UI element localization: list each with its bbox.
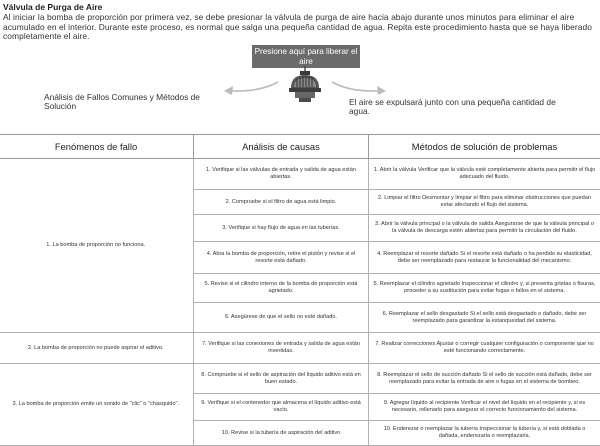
air-expelled-note: El aire se expulsará junto con una pequeña cantidad de agua. [349, 98, 569, 117]
solution-cell: 3. Abrir la válvula principal o la válvula de salida Asegurarse de que la válvula principal o la válvula de descarga estén abiertas para permitir la circulación del fluido. [369, 215, 600, 242]
fault-analysis-heading: Análisis de Fallos Comunes y Métodos de Solución [44, 93, 214, 112]
press-here-label: Presione aquí para liberar el aire [252, 45, 360, 68]
header-solution-methods: Métodos de solución de problemas [369, 135, 600, 159]
cause-cell: 1. Verifique si las válvulas de entrada y salida de agua están abiertas. [194, 159, 369, 190]
page-title: Válvula de Purga de Aire [3, 2, 102, 12]
solution-cell: 5. Reemplazar el cilindro agrietado Inspeccionar el cilindro y, si presenta grietas o fisuras, proceder a su sustitución para evitar fugas o fallos en el sistema. [369, 274, 600, 303]
cause-cell: 8. Compruebe si el sello de aspiración del líquido aditivo está en buen estado. [194, 364, 369, 394]
solution-cell: 9. Agregar líquido al recipiente Verificar el nivel del líquido en el recipiente y, si es necesario, rellenarlo para asegurar el correcto funcionamiento del sistema. [369, 394, 600, 421]
solution-cell: 7. Realizar correcciones Ajustar o corregir cualquier configuración o componente que no esté funcionando correctamente. [369, 333, 600, 364]
symptom-cell: 3. La bomba de proporción emite un sonido de "clic" o "chasquido". [0, 364, 194, 446]
table-row [0, 159, 600, 190]
solution-cell: 6. Reemplazar el sello desgastado Si el sello está desgastado o dañado, debe ser reemplazado para garantizar la estanqueidad del sistema. [369, 303, 600, 333]
cause-cell: 4. Abra la bomba de proporción, retire el pistón y revise si el resorte está dañado. [194, 242, 369, 274]
solution-cell: 2. Limpiar el filtro Desmontar y limpiar el filtro para eliminar obstrucciones que puedan estar afectando el flujo del sistema. [369, 190, 600, 215]
cause-cell: 7. Verifique si las conexiones de entrada y salida de agua están invertidas. [194, 333, 369, 364]
table-row [0, 364, 600, 394]
solution-cell: 4. Reemplazar el resorte dañado Si el resorte está dañado o ha perdido su elasticidad, debe ser reemplazado para restaurar la funcionalidad del mecanismo. [369, 242, 600, 274]
air-purge-valve-icon [282, 66, 328, 106]
cause-cell: 3. Verifique si hay flujo de agua en las tuberías. [194, 215, 369, 242]
cause-cell: 10. Revise si la tubería de aspiración del aditivo [194, 421, 369, 446]
solution-cell: 10. Enderezar o reemplazar la tubería Inspeccionar la tubería y, si está doblada o dañada, enderezarla o reemplazarla. [369, 421, 600, 446]
cause-cell: 5. Revise si el cilindro interno de la bomba de proporción está agrietado. [194, 274, 369, 303]
symptom-cell: 1. La bomba de proporción no funciona. [0, 159, 194, 333]
intro-paragraph: Al iniciar la bomba de proporción por primera vez, se debe presionar la válvula de purga de aire hacia abajo durante unos minutos para eliminar el aire acumulado en el interior. Durante este proceso, es normal que salga una pequeña cantidad de agua. Repita este procedimiento hasta que se haya liberado completamente el aire. [3, 13, 595, 42]
table-row [0, 333, 600, 364]
symptom-cell: 2. La bomba de proporción no puede aspirar el aditivo. [0, 333, 194, 364]
table-header-row [0, 135, 600, 159]
solution-cell: 8. Reemplazar el sello de succión dañado Si el sello de succión está dañado, debe ser reemplazado para evitar la entrada de aire o fugas en el sistema de bombeo. [369, 364, 600, 394]
cause-cell: 9. Verifique si el contenedor que almacena el líquido aditivo está vacío. [194, 394, 369, 421]
fault-table [0, 134, 600, 446]
header-cause-analysis: Análisis de causas [194, 135, 369, 159]
header-fault-phenomena: Fenómenos de fallo [0, 135, 194, 159]
solution-cell: 1. Abrir la válvula Verificar que la válvula esté completamente abierta para permitir el flujo adecuado del fluido. [369, 159, 600, 190]
arrow-left-icon [220, 80, 280, 100]
cause-cell: 2. Compruebe si el filtro de agua está limpio. [194, 190, 369, 215]
cause-cell: 6. Asegúrese de que el sello no esté dañado. [194, 303, 369, 333]
